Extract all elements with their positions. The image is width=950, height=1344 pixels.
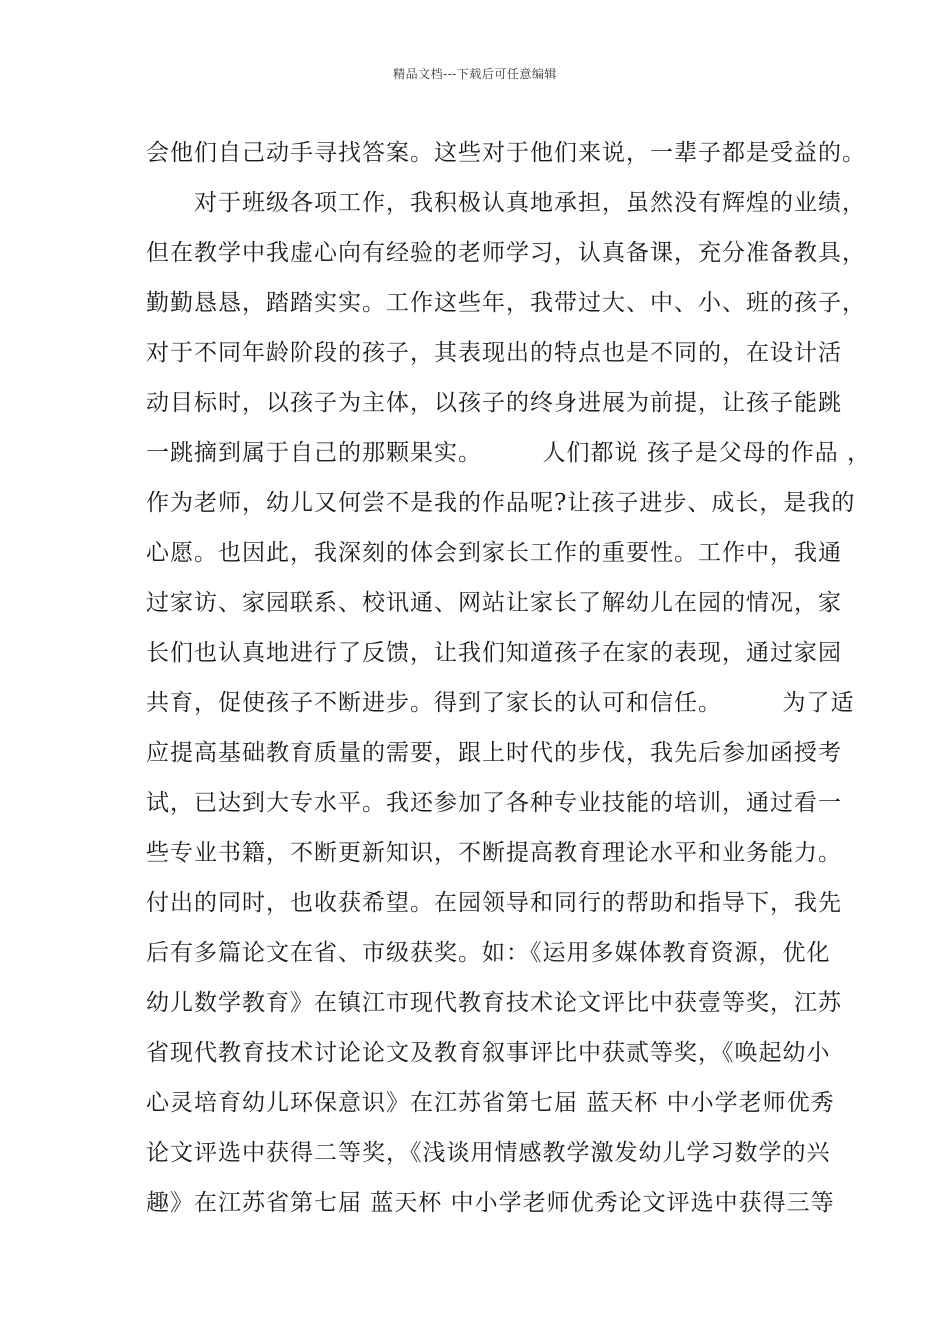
text-line-6: 动目标时，以孩子为主体，以孩子的终身进展为前提，让孩子能跳 — [146, 390, 842, 416]
text-line-1: 会他们自己动手寻找答案。这些对于他们来说，一辈子都是受益的。 — [146, 140, 866, 166]
text-line-3: 但在教学中我虚心向有经验的老师学习，认真备课，充分准备教具， — [146, 240, 866, 266]
text-line-9: 心愿。也因此，我深刻的体会到家长工作的重要性。工作中，我通 — [146, 540, 842, 566]
text-line-11: 长们也认真地进行了反馈，让我们知道孩子在家的表现，通过家园 — [146, 640, 842, 666]
text-line-13: 应提高基础教育质量的需要，跟上时代的步伐，我先后参加函授考 — [146, 740, 842, 766]
text-line-4: 勤勤恳恳，踏踏实实。工作这些年，我带过大、中、小、班的孩子， — [146, 290, 866, 316]
text-line-5: 对于不同年龄阶段的孩子，其表现出的特点也是不同的，在设计活 — [146, 340, 842, 366]
text-line-10: 过家访、家园联系、校讯通、网站让家长了解幼儿在园的情况，家 — [146, 590, 842, 616]
document-body — [146, 128, 872, 1228]
text-line-19: 省现代教育技术讨论论文及教育叙事评比中获贰等奖，《唤起幼小 — [146, 1040, 831, 1066]
text-line-17: 后有多篇论文在省、市级获奖。如：《运用多媒体教育资源，优化 — [146, 940, 831, 966]
text-line-7: 一跳摘到属于自己的那颗果实。 人们都说 孩子是父母的作品 ， — [146, 440, 872, 466]
text-line-15: 些专业书籍，不断更新知识，不断提高教育理论水平和业务能力。 — [146, 840, 842, 866]
text-line-8: 作为老师，幼儿又何尝不是我的作品呢?让孩子进步、成长，是我的 — [146, 490, 856, 516]
text-line-20: 心灵培育幼儿环保意识》在江苏省第七届 蓝天杯 中小学老师优秀 — [146, 1090, 835, 1116]
text-line-2: 对于班级各项工作，我积极认真地承担，虽然没有辉煌的业绩， — [146, 190, 866, 216]
page-header: 精品文档---下载后可任意编辑 — [393, 67, 557, 81]
text-line-18: 幼儿数学教育》在镇江市现代教育技术论文评比中获壹等奖，江苏 — [146, 990, 842, 1016]
text-line-16: 付出的同时，也收获希望。在园领导和同行的帮助和指导下，我先 — [146, 890, 842, 916]
text-line-14: 试，已达到大专水平。我还参加了各种专业技能的培训，通过看一 — [146, 790, 842, 816]
text-line-21: 论文评选中获得二等奖，《浅谈用情感教学激发幼儿学习数学的兴 — [146, 1140, 831, 1166]
text-line-12: 共育，促使孩子不断进步。得到了家长的认可和信任。 为了适 — [146, 690, 855, 716]
text-line-22: 趣》在江苏省第七届 蓝天杯 中小学老师优秀论文评选中获得三等 — [146, 1190, 835, 1216]
